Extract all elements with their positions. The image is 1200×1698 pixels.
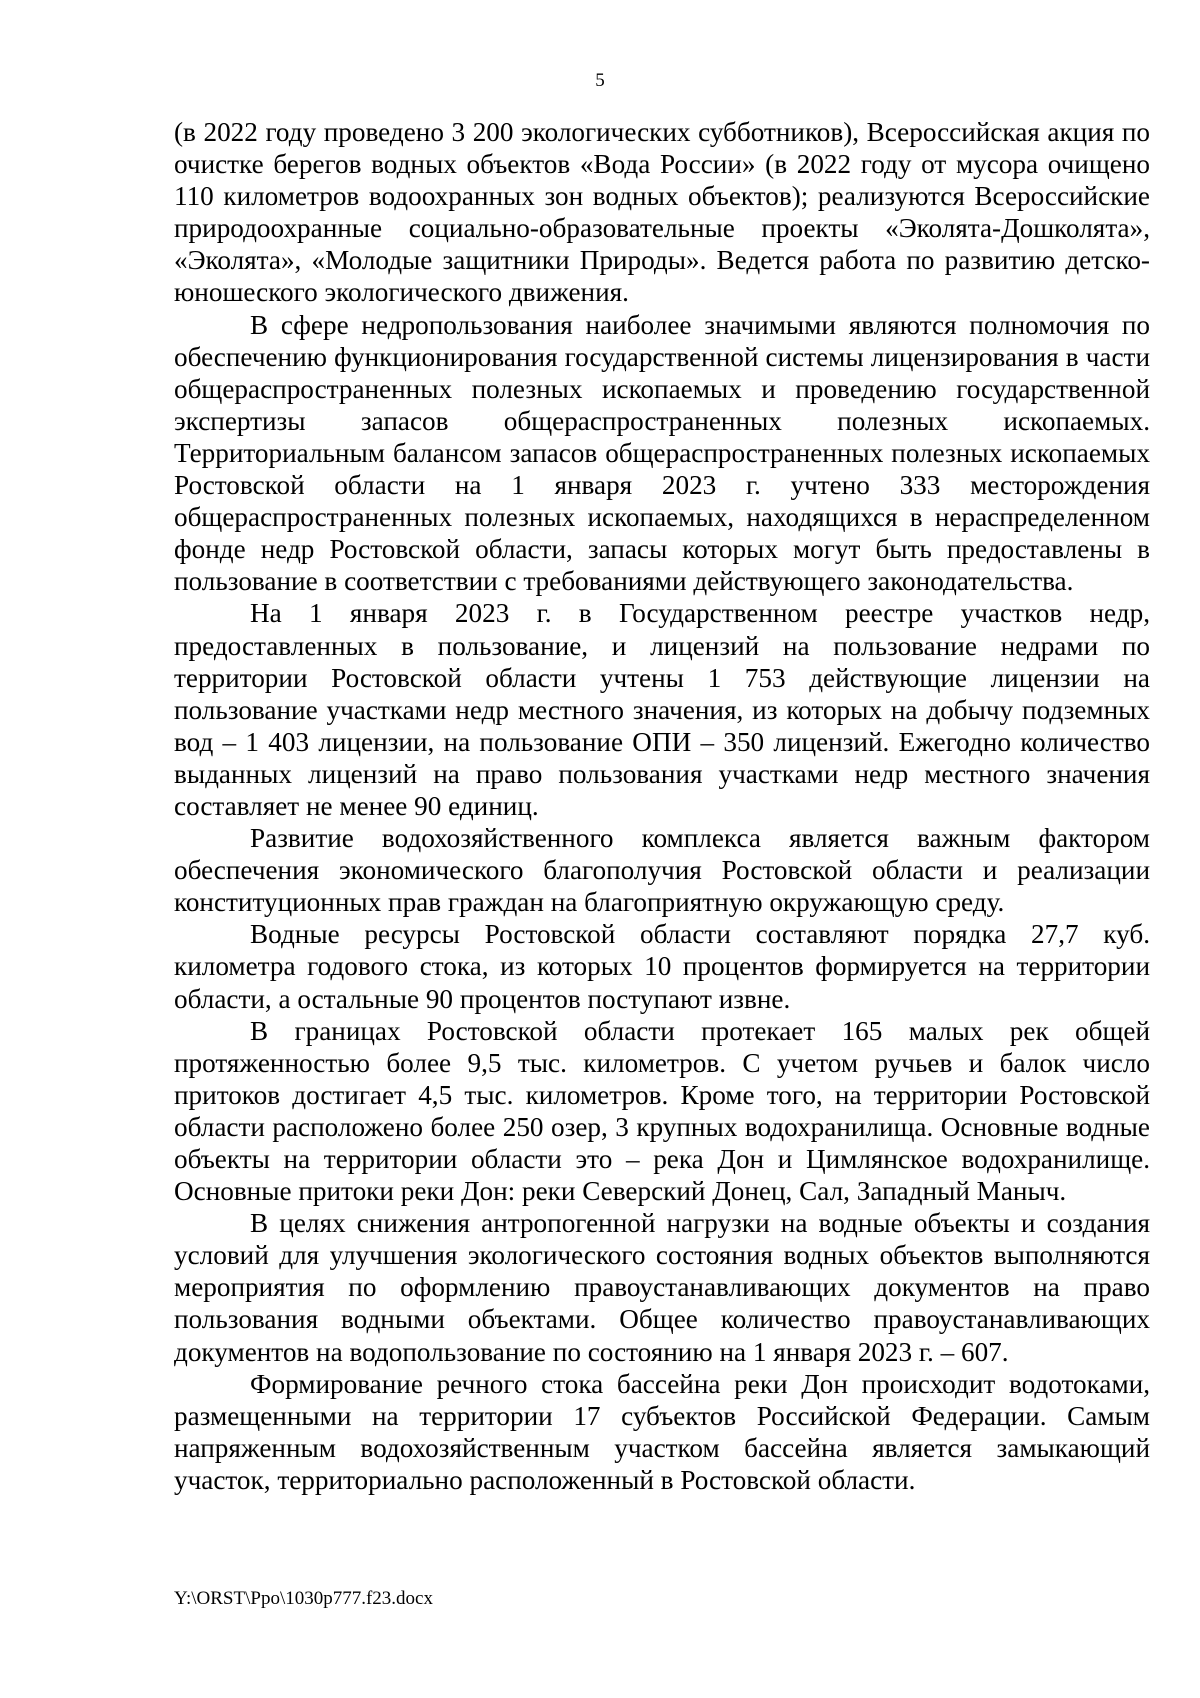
page-number: 5 — [595, 70, 605, 91]
paragraph-water-use-documents: В целях снижения антропогенной нагрузки на водные объекты и создания условий для улучшения экологического состояния водных объектов выполняются мероприятия по оформлению правоустанавливающих документов на право пользования водными объектами. Общее количество правоустанавливающих документов на водопользование по состоянию на 1 января 2023 г. – 607. — [174, 1208, 1150, 1367]
paragraph-subsoil-use: В сфере недропользования наиболее значимыми являются полномочия по обеспечению функционирования государственной системы лицензирования в части общераспространенных полезных ископаемых и проведению государственной экспертизы запасов общераспространенных полезных ископаемых. Территориальным балансом запасов общераспространенных полезных ископаемых Ростовской области на 1 января 2023 г. учтено 333 месторождения общераспространенных полезных ископаемых, находящихся в нераспределенном фонде недр Ростовской области, запасы которых могут быть предоставлены в пользование в соответствии с требованиями действующего законодательства. — [174, 309, 1150, 597]
paragraph-don-basin: Формирование речного стока бассейна реки Дон происходит водотоками, размещенными на территории 17 субъектов Российской Федерации. Самым напряженным водохозяйственным участком бассейна является замыкающий участок, территориально расположенный в Ростовской области. — [174, 1368, 1150, 1495]
file-path-footer: Y:\ORST\Ppo\1030p777.f23.docx — [174, 1588, 433, 1609]
document-body — [174, 116, 1150, 1496]
paragraph-continuation: (в 2022 году проведено 3 200 экологических субботников), Всероссийская акция по очистке берегов водных объектов «Вода России» (в 2022 году от мусора очищено 110 километров водоохранных зон водных объектов); реализуются Всероссийские природоохранные социально-образовательные проекты «Эколята-Дошколята», «Эколята», «Молодые защитники Природы». Ведется работа по развитию детско-юношеского экологического движения. — [174, 117, 1150, 308]
paragraph-licenses: На 1 января 2023 г. в Государственном реестре участков недр, предоставленных в пользование, и лицензий на пользование недрами по территории Ростовской области учтены 1 753 действующие лицензии на пользование участками недр местного значения, из которых на добычу подземных вод – 1 403 лицензии, на пользование ОПИ – 350 лицензий. Ежегодно количество выданных лицензий на право пользования участками недр местного значения составляет не менее 90 единиц. — [174, 598, 1150, 821]
paragraph-rivers: В границах Ростовской области протекает 165 малых рек общей протяженностью более 9,5 тыс. километров. С учетом ручьев и балок число притоков достигает 4,5 тыс. километров. Кроме того, на территории Ростовской области расположено более 250 озер, 3 крупных водохранилища. Основные водные объекты на территории области это – река Дон и Цимлянское водохранилище. Основные притоки реки Дон: реки Северский Донец, Сал, Западный Маныч. — [174, 1015, 1150, 1207]
paragraph-water-resources: Водные ресурсы Ростовской области составляют порядка 27,7 куб. километра годового стока, из которых 10 процентов формируется на территории области, а остальные 90 процентов поступают извне. — [174, 919, 1150, 1014]
paragraph-water-complex: Развитие водохозяйственного комплекса является важным фактором обеспечения экономического благополучия Ростовской области и реализации конституционных прав граждан на благоприятную окружающую среду. — [174, 823, 1150, 918]
